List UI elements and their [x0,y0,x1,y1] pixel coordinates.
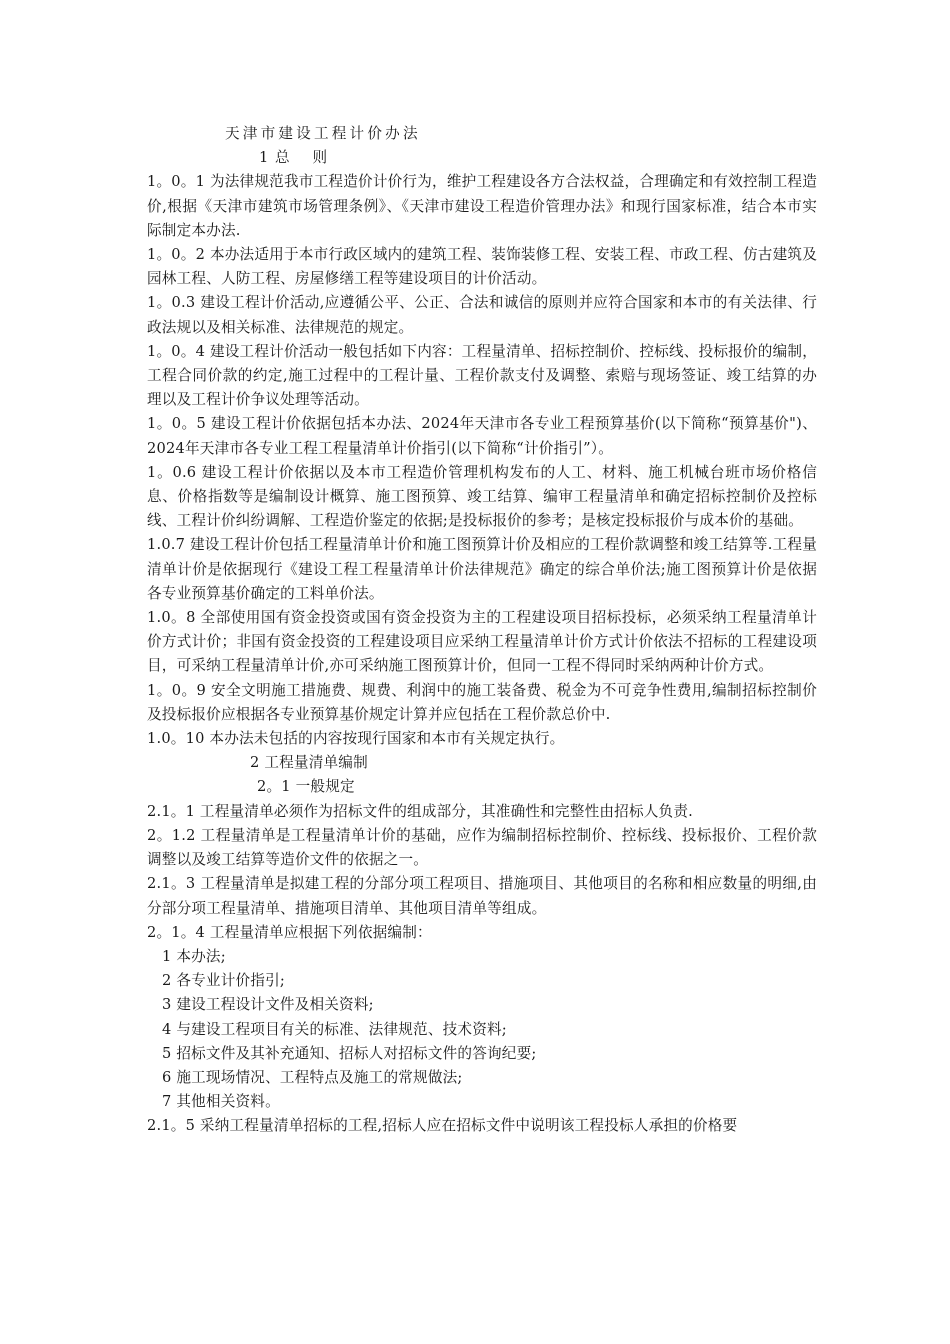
clause-2-1-3: 2.1。3 工程量清单是拟建工程的分部分项工程项目、措施项目、其他项目的名称和相应数量的明细,由分部分项工程量清单、措施项目清单、其他项目清单等组成。 [147,875,817,917]
clause-2-1-4: 2。1。4 工程量清单应根据下列依据编制： [147,923,432,941]
document-page [147,122,817,1139]
list-item: 5 招标文件及其补充通知、招标人对招标文件的答询纪要; [162,1044,537,1062]
chapter-2-heading: 2 工程量清单编制 [250,754,368,772]
clause-1-0-7: 1.0.7 建设工程计价包括工程量清单计价和施工图预算计价及相应的工程价款调整和竣工结算等.工程量清单计价是依据现行《建设工程工程量清单计价法律规范》确定的综合单价法;施工图预算计价是依据各专业预算基价确定的工料单价法。 [147,536,817,602]
clause-1-0-10: 1.0。10 本办法未包括的内容按现行国家和本市有关规定执行。 [147,730,565,748]
clause-1-0-2: 1。0。2 本办法适用于本市行政区域内的建筑工程、装饰装修工程、安装工程、市政工程、仿古建筑及园林工程、人防工程、房屋修缮工程等建设项目的计价活动。 [147,246,817,288]
chapter-1-number: 1 [259,149,270,167]
clause-2-1-5: 2.1。5 采纳工程量清单招标的工程,招标人应在招标文件中说明该工程投标人承担的价格要 [147,1117,738,1135]
chapter-1-name-b: 则 [312,149,329,167]
list-item: 3 建设工程设计文件及相关资料; [162,996,374,1014]
document-title: 天津市建设工程计价办法 [225,125,421,142]
list-item: 7 其他相关资料。 [162,1093,280,1111]
clause-1-0-8: 1.0。8 全部使用国有资金投资或国有资金投资为主的工程建设项目招标投标，必须采纳工程量清单计价方式计价；非国有资金投资的工程建设项目应采纳工程量清单计价方式计价依法不招标的工程建设项目，可采纳工程量清单计价,亦可采纳施工图预算计价，但同一工程不得同时采纳两种计价方式。 [147,609,817,675]
chapter-1-heading [147,146,817,170]
chapter-1-name-a: 总 [274,149,291,167]
list-item: 1 本办法; [162,947,226,965]
clause-1-0-3: 1。0.3 建设工程计价活动,应遵循公平、公正、合法和诚信的原则并应符合国家和本市的有关法律、行政法规以及相关标准、法律规范的规定。 [147,294,817,336]
clause-1-0-5: 1。0。5 建设工程计价依据包括本办法、2024年天津市各专业工程预算基价(以下简称“预算基价")、2024年天津市各专业工程工程量清单计价指引(以下简称“计价指引”）。 [147,415,817,457]
basis-list [147,945,817,1114]
clause-2-1-1: 2.1。1 工程量清单必须作为招标文件的组成部分，其准确性和完整性由招标人负责. [147,802,693,820]
list-item: 2 各专业计价指引; [162,972,285,990]
clause-1-0-1: 1。0。1 为法律规范我市工程造价计价行为，维护工程建设各方合法权益，合理确定和有效控制工程造价,根据《天津市建筑市场管理条例》、《天津市建设工程造价管理办法》和现行国家标准，结合本市实际制定本办法. [147,173,817,239]
clause-1-0-9: 1。0。9 安全文明施工措施费、规费、利润中的施工装备费、税金为不可竞争性费用,编制招标控制价及投标报价应根据各专业预算基价规定计算并应包括在工程价款总价中. [147,681,817,723]
list-item: 6 施工现场情况、工程特点及施工的常规做法; [162,1068,463,1086]
clause-1-0-6: 1。0.6 建设工程计价依据以及本市工程造价管理机构发布的人工、材料、施工机械台班市场价格信息、价格指数等是编制设计概算、施工图预算、竣工结算、编审工程量清单和确定招标控制价及控标线、工程计价纠纷调解、工程造价鉴定的依据;是投标报价的参考；是核定投标报价与成本价的基础。 [147,463,817,530]
section-2-1-heading: 2。1 一般规定 [257,778,355,796]
clause-1-0-4: 1。0。4 建设工程计价活动一般包括如下内容：工程量清单、招标控制价、控标线、投标报价的编制，工程合同价款的约定,施工过程中的工程计量、工程价款支付及调整、索赔与现场签证、竣工结算的办理以及工程计价争议处理等活动。 [147,342,817,409]
clause-2-1-2: 2。1.2 工程量清单是工程量清单计价的基础，应作为编制招标控制价、控标线、投标报价、工程价款调整以及竣工结算等造价文件的依据之一。 [147,826,817,869]
list-item: 4 与建设工程项目有关的标准、法律规范、技术资料; [162,1020,507,1038]
